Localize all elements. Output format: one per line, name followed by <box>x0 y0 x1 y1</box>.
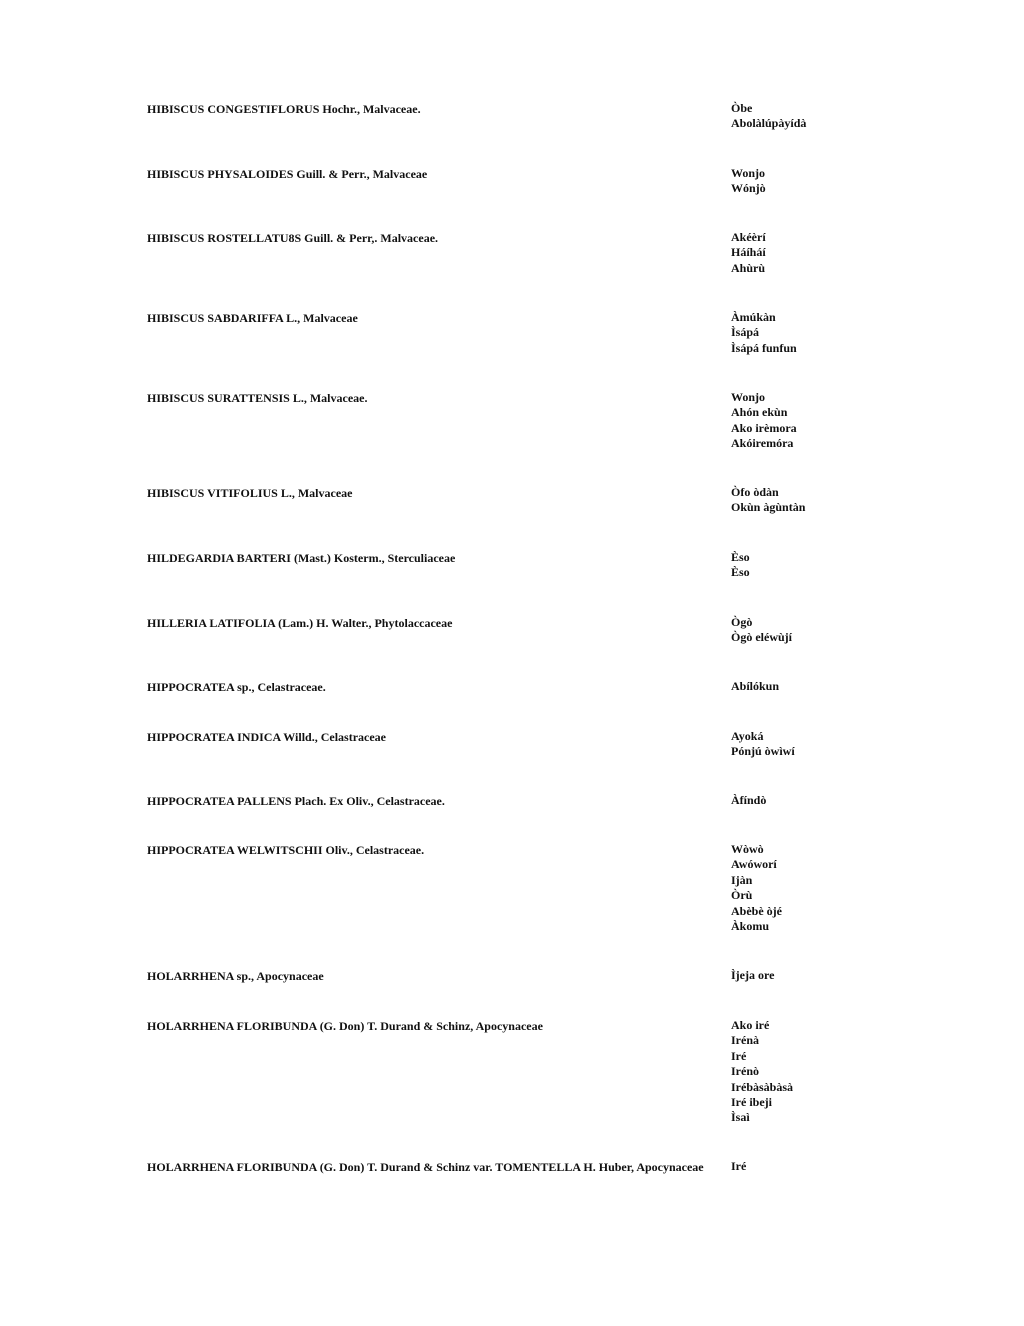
local-name: Ìsápá funfun <box>731 340 797 355</box>
local-name: Pónjú òwìwí <box>731 744 795 759</box>
local-name: Ahùrù <box>731 260 766 275</box>
local-names <box>731 485 881 516</box>
local-name: Ògò eléwùjí <box>731 630 792 645</box>
local-names <box>731 968 881 983</box>
local-name: Ako iré <box>731 1018 770 1032</box>
species-name: HIPPOCRATEA PALLENS Plach. Ex Oliv., Celastraceae. <box>147 794 445 808</box>
local-name: Awóworí <box>731 857 777 872</box>
local-name: Ògò <box>731 615 753 629</box>
local-name: Háíháí <box>731 245 766 260</box>
species-name: HOLARRHENA sp., Apocynaceae <box>147 969 324 983</box>
local-name: Òbe <box>731 101 753 115</box>
local-names <box>731 230 881 276</box>
local-name: Òrù <box>731 888 753 903</box>
local-name: Iré ibeji <box>731 1095 772 1110</box>
local-names <box>731 793 881 808</box>
local-name: Àmúkàn <box>731 310 776 324</box>
local-name: Akóiremóra <box>731 436 794 451</box>
local-name: Ìsaì <box>731 1110 750 1125</box>
local-name: Ahón ekùn <box>731 405 788 420</box>
local-name: Iré <box>731 1048 747 1063</box>
local-name: Èso <box>731 550 750 564</box>
local-names <box>731 615 881 646</box>
local-name: Wónjò <box>731 181 766 196</box>
local-names <box>731 1018 881 1126</box>
local-names <box>731 679 881 694</box>
local-name: Okùn àgùntàn <box>731 500 806 515</box>
local-name: Abèbè òjé <box>731 903 782 918</box>
species-name: HIPPOCRATEA WELWITSCHII Oliv., Celastraceae. <box>147 843 425 857</box>
local-names <box>731 550 881 581</box>
species-name: HIBISCUS PHYSALOIDES Guill. & Perr., Malvaceae <box>147 167 428 181</box>
species-name: HIBISCUS SURATTENSIS L., Malvaceae. <box>147 391 368 405</box>
local-name: Wonjo <box>731 390 766 404</box>
species-name: HIPPOCRATEA sp., Celastraceae. <box>147 680 326 694</box>
local-name: Irénò <box>731 1064 759 1079</box>
local-name: Akéèrí <box>731 230 766 244</box>
species-name: HIBISCUS SABDARIFFA L., Malvaceae <box>147 311 358 325</box>
local-name: Iré <box>731 1159 747 1173</box>
local-name: Àkomu <box>731 919 770 934</box>
local-name: Wòwò <box>731 842 764 856</box>
species-name: HOLARRHENA FLORIBUNDA (G. Don) T. Durand & Schinz var. TOMENTELLA H. Huber, Apocynaceae <box>147 1160 704 1174</box>
local-name: Ijàn <box>731 872 753 887</box>
species-name: HOLARRHENA FLORIBUNDA (G. Don) T. Durand & Schinz, Apocynaceae <box>147 1019 543 1033</box>
species-name: HIBISCUS CONGESTIFLORUS Hochr., Malvaceae. <box>147 102 421 116</box>
local-name: Òfo òdàn <box>731 485 779 499</box>
local-name: Ìsápá <box>731 325 760 340</box>
species-name: HILLERIA LATIFOLIA (Lam.) H. Walter., Phytolaccaceae <box>147 616 453 630</box>
local-name: Irébàsàbàsà <box>731 1079 794 1094</box>
local-names <box>731 1159 881 1174</box>
local-name: Ako irèmora <box>731 420 797 435</box>
species-name: HIPPOCRATEA INDICA Willd., Celastraceae <box>147 730 386 744</box>
local-names <box>731 166 881 197</box>
local-name: Wonjo <box>731 166 766 180</box>
local-names <box>731 729 881 760</box>
local-name: Abílókun <box>731 679 780 693</box>
species-name: HIBISCUS VITIFOLIUS L., Malvaceae <box>147 486 353 500</box>
local-names <box>731 101 881 132</box>
local-names <box>731 310 881 356</box>
local-name: Àfíndò <box>731 793 767 807</box>
local-name: Abolàlúpàyídà <box>731 116 807 131</box>
local-name: Ayoká <box>731 729 764 743</box>
species-name: HILDEGARDIA BARTERI (Mast.) Kosterm., Sterculiaceae <box>147 551 456 565</box>
local-name: Ìjeja ore <box>731 968 775 982</box>
local-names <box>731 842 881 934</box>
local-names <box>731 390 881 452</box>
local-name: Èso <box>731 565 750 580</box>
local-name: Irénà <box>731 1033 759 1048</box>
species-name: HIBISCUS ROSTELLATU8S Guill. & Perr,. Malvaceae. <box>147 231 439 245</box>
